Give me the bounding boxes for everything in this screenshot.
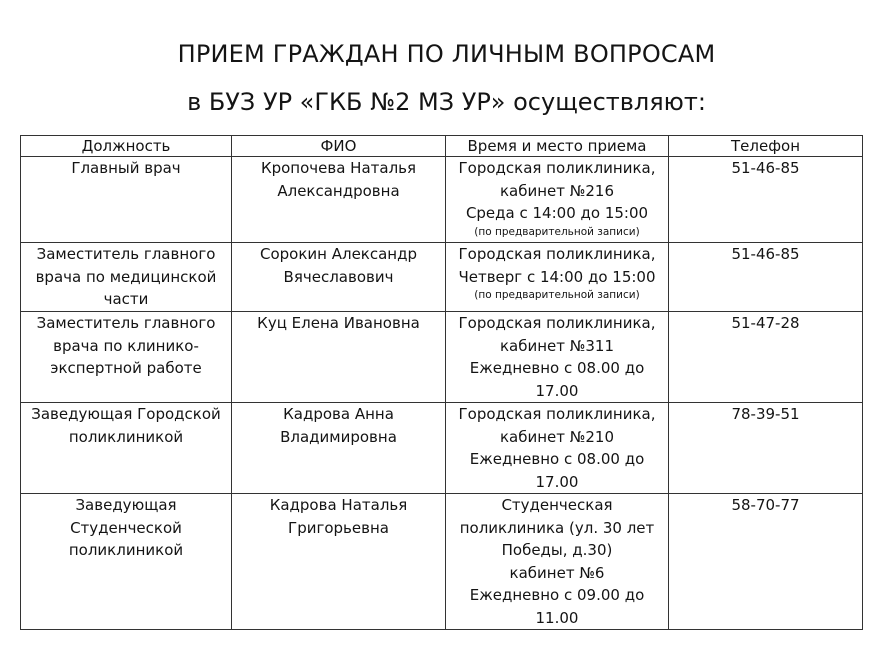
position-line: поликлиникой — [68, 427, 184, 446]
document-subtitle: в БУЗ УР «ГКБ №2 МЗ УР» осуществляют: — [187, 88, 706, 116]
position-line: Студенческой — [70, 518, 182, 537]
cell-name — [232, 494, 446, 630]
time-place-line: Ежедневно с 08.00 до — [469, 450, 645, 468]
table-row — [21, 243, 863, 312]
name-line: Кадрова Наталья — [269, 496, 408, 514]
position-line: Заместитель главного — [36, 245, 216, 263]
time-place-line: Четверг с 14:00 до 15:00 — [458, 267, 656, 286]
time-place-line: кабинет №216 — [499, 181, 615, 200]
table-row — [21, 494, 863, 630]
reception-schedule-table — [20, 135, 863, 630]
cell-phone — [669, 157, 863, 243]
phone-number: 51-46-85 — [731, 159, 800, 177]
table-row — [21, 312, 863, 403]
phone-number: 78-39-51 — [731, 405, 800, 423]
time-place-line: Городская поликлиника, — [458, 314, 656, 332]
cell-phone — [669, 243, 863, 312]
table-header-row — [21, 136, 863, 157]
time-place-line: Городская поликлиника, — [458, 159, 656, 177]
header-time-place: Время и место приема — [446, 136, 669, 157]
time-place-line: 17.00 — [535, 472, 579, 491]
cell-phone — [669, 403, 863, 494]
position-line: Заместитель главного — [36, 314, 216, 332]
time-place-line: 17.00 — [535, 381, 579, 400]
header-name: ФИО — [232, 136, 446, 157]
cell-time-place — [446, 403, 669, 494]
position-line: части — [103, 290, 149, 308]
cell-phone — [669, 494, 863, 630]
document-title: ПРИЕМ ГРАЖДАН ПО ЛИЧНЫМ ВОПРОСАМ — [177, 40, 716, 68]
cell-time-place — [446, 312, 669, 403]
phone-number: 51-47-28 — [731, 314, 800, 332]
time-place-line: Ежедневно с 08.00 до — [469, 359, 645, 377]
cell-time-place — [446, 157, 669, 243]
time-place-line: Городская поликлиника, — [458, 405, 656, 423]
position-line: врача по клинико- — [53, 336, 199, 355]
cell-name — [232, 312, 446, 403]
name-line: Сорокин Александр — [259, 245, 417, 263]
phone-number: 58-70-77 — [731, 496, 800, 514]
cell-name — [232, 403, 446, 494]
time-place-line: Ежедневно с 09.00 до — [469, 586, 645, 604]
time-place-line: кабинет №311 — [499, 336, 615, 355]
name-line: Вячеславович — [283, 267, 394, 286]
position-line: поликлиникой — [68, 541, 184, 559]
time-place-line: кабинет №6 — [509, 563, 605, 582]
cell-time-place — [446, 243, 669, 312]
time-place-line: кабинет №210 — [499, 427, 615, 446]
position-line: Заведующая Городской — [31, 405, 221, 423]
cell-position — [21, 494, 232, 630]
name-line: Владимировна — [280, 427, 397, 446]
table-row — [21, 403, 863, 494]
appointment-note: (по предварительной записи) — [474, 289, 640, 301]
name-line: Григорьевна — [288, 518, 389, 537]
appointment-note: (по предварительной записи) — [474, 225, 640, 238]
cell-position — [21, 157, 232, 243]
phone-number: 51-46-85 — [731, 245, 800, 263]
cell-position — [21, 403, 232, 494]
time-place-line: Студенческая — [501, 496, 613, 514]
time-place-line: поликлиника (ул. 30 лет — [459, 518, 655, 537]
name-line: Куц Елена Ивановна — [257, 314, 420, 332]
time-place-line: Победы, д.30) — [501, 541, 613, 559]
table-row — [21, 157, 863, 243]
name-line: Кропочева Наталья — [260, 159, 417, 177]
header-phone: Телефон — [669, 136, 863, 157]
cell-name — [232, 243, 446, 312]
cell-phone — [669, 312, 863, 403]
cell-time-place — [446, 494, 669, 630]
position-line: врача по медицинской — [35, 267, 217, 286]
header-position: Должность — [21, 136, 232, 157]
name-line: Кадрова Анна — [283, 405, 394, 423]
cell-name — [232, 157, 446, 243]
time-place-line: Среда с 14:00 до 15:00 — [465, 204, 649, 222]
position-line: экспертной работе — [50, 359, 202, 377]
position-line: Заведующая — [75, 496, 177, 514]
name-line: Александровна — [277, 181, 400, 200]
cell-position — [21, 243, 232, 312]
time-place-line: Городская поликлиника, — [458, 245, 656, 263]
cell-position — [21, 312, 232, 403]
time-place-line: 11.00 — [535, 608, 579, 627]
position-line: Главный врач — [71, 159, 181, 177]
